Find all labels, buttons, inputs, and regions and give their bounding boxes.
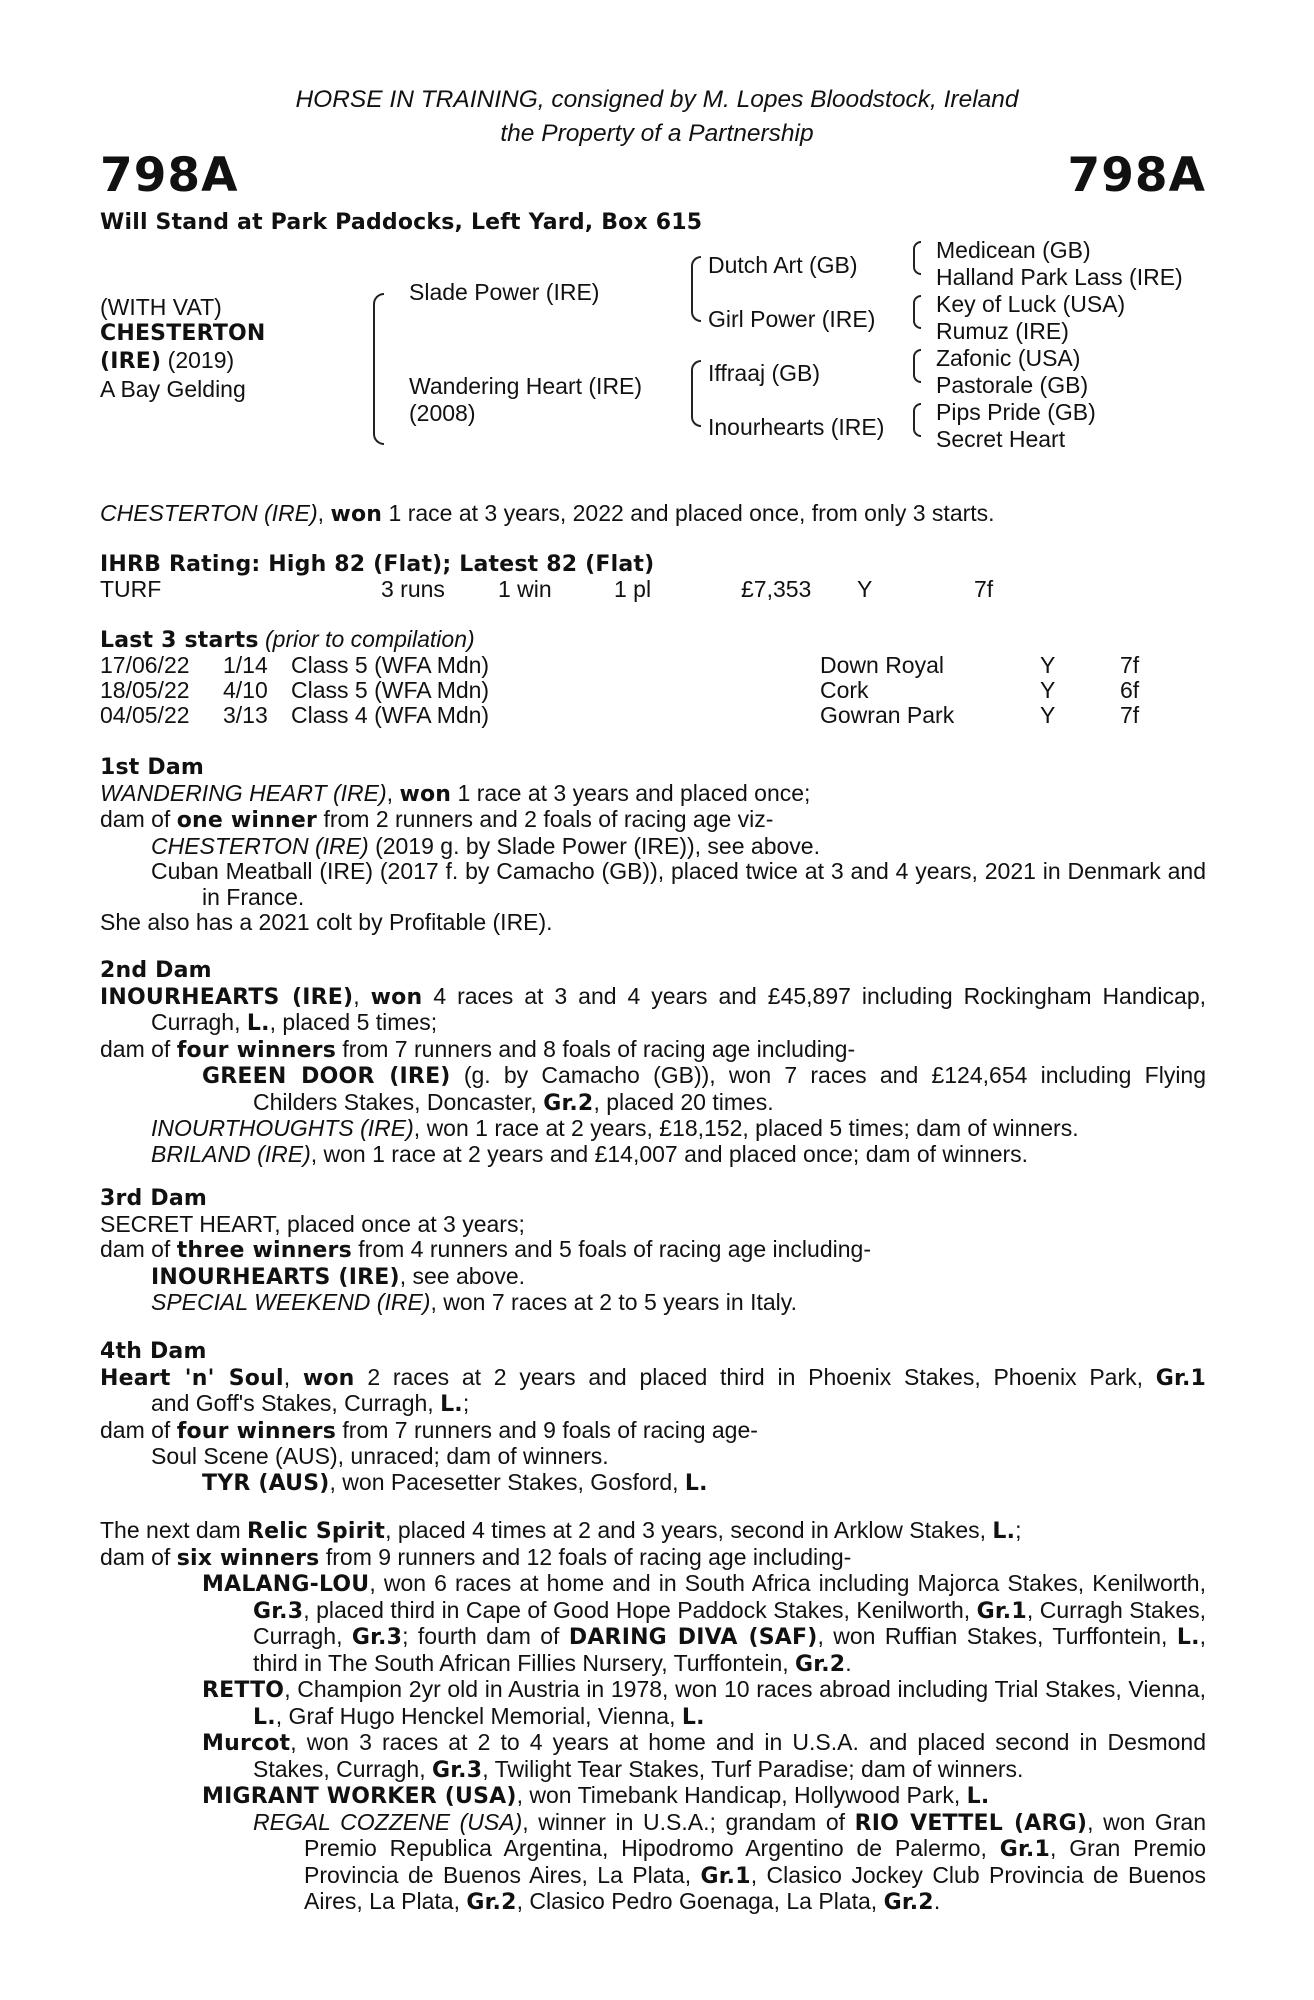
pedigree-g3-1: Medicean (GB) — [936, 237, 1091, 263]
second-dam-record-end: , placed 5 times; — [269, 1009, 438, 1035]
start-distance: 7f — [1120, 702, 1140, 728]
start-race: Class 4 (WFA Mdn) — [291, 702, 490, 728]
murcot-record-2: , Twilight Tear Stakes, Turf Paradise; dam of winners. — [482, 1755, 1024, 1782]
pedigree-sire: Slade Power (IRE) — [409, 279, 600, 305]
last-starts-note: (prior to compilation) — [265, 626, 475, 652]
pedigree-brace-gen1-top — [373, 293, 384, 373]
pedigree-g3-5: Zafonic (USA) — [936, 345, 1081, 371]
next-dam-record-end: ; — [1015, 1517, 1022, 1543]
produce-special-weekend-record: , won 7 races at 2 to 5 years in Italy. — [430, 1289, 797, 1315]
produce-rio-vettel: RIO VETTEL (ARG) — [854, 1810, 1088, 1836]
next-dam-intro: The next dam — [100, 1517, 241, 1543]
malang-lou-record-end: . — [845, 1649, 852, 1676]
first-dam-produce-rest: from 2 runners and 2 foals of racing age viz- — [323, 806, 774, 832]
murcot-record-1: , won 3 races at 2 to 4 years at home and in U.S.A. and placed second in Desmond Stakes, Curragh, — [253, 1729, 1206, 1782]
second-dam-heading: 2nd Dam — [100, 958, 212, 983]
start-distance: 6f — [1120, 677, 1140, 703]
second-dam-produce-rest: from 7 runners and 8 foals of racing age including- — [342, 1035, 856, 1062]
rating-distance: 7f — [974, 576, 994, 602]
produce-malang-lou: MALANG-LOU — [202, 1572, 370, 1597]
third-dam-record: SECRET HEART, placed once at 3 years; — [100, 1210, 525, 1237]
next-dam-record: , placed 4 times at 2 and 3 years, second in Arklow Stakes, — [385, 1517, 986, 1543]
lot-number-right: 798A — [1067, 148, 1206, 203]
start-position: 1/14 — [223, 652, 268, 678]
first-dam-record: 1 race at 3 years and placed once; — [457, 779, 811, 806]
pedigree-dam-dam: Inourhearts (IRE) — [708, 414, 885, 440]
rating-runs: 3 runs — [381, 576, 445, 602]
produce-regal-cozzene: REGAL COZZENE (USA) — [253, 1808, 523, 1835]
produce-green-door-end: , placed 20 times. — [593, 1088, 774, 1115]
vat-label: (WITH VAT) — [100, 294, 222, 320]
stand-location: Will Stand at Park Paddocks, Left Yard, Box 615 — [100, 210, 703, 235]
first-dam-won: won — [399, 781, 452, 807]
produce-inourthoughts-record: , won 1 race at 2 years, £18,152, placed 5 times; dam of winners. — [413, 1115, 1079, 1141]
retto-listed-1: L. — [253, 1704, 276, 1730]
start-course: Down Royal — [820, 652, 944, 678]
horse-country: (IRE) — [100, 349, 162, 374]
pedigree-g3-3: Key of Luck (USA) — [936, 291, 1126, 317]
first-dam-produce-intro: dam of — [100, 806, 171, 832]
summary-horse-name: CHESTERTON (IRE) — [100, 500, 318, 526]
pedigree-sire-sire: Dutch Art (GB) — [708, 252, 858, 278]
second-dam-record: 4 races at 3 and 4 years and £45,897 including Rockingham Handicap, Curragh, — [151, 982, 1207, 1035]
malang-lou-record-3: , Curragh Stakes, Curragh, — [253, 1596, 1206, 1649]
catalogue-header-line1: HORSE IN TRAINING, consigned by M. Lopes Bloodstock, Ireland — [295, 86, 1019, 113]
third-dam-produce-rest: from 4 runners and 5 foals of racing age including- — [358, 1236, 871, 1262]
fourth-dam-produce-rest: from 7 runners and 9 foals of racing age- — [342, 1416, 758, 1443]
malang-lou-grade-1: Gr.3 — [253, 1598, 304, 1624]
malang-lou-grade-4: Gr.2 — [795, 1651, 846, 1677]
second-dam-winners: four winners — [176, 1037, 337, 1063]
third-dam-produce-intro: dam of — [100, 1236, 171, 1262]
start-going: Y — [1040, 702, 1056, 728]
next-dam-listed: L. — [992, 1519, 1016, 1544]
next-dam-name: Relic Spirit — [247, 1519, 386, 1544]
produce-soul-scene: Soul Scene (AUS), unraced; dam of winners. — [151, 1443, 609, 1469]
produce-daring-diva: DARING DIVA (SAF) — [568, 1625, 818, 1650]
fourth-dam-winners: four winners — [176, 1418, 337, 1444]
next-dam-produce-intro: dam of — [100, 1543, 171, 1570]
pedigree-g3-8: Secret Heart — [936, 426, 1066, 452]
first-dam-note: She also has a 2021 colt by Profitable (IRE). — [100, 909, 553, 935]
second-dam-won: won — [370, 984, 423, 1010]
produce-green-door: GREEN DOOR (IRE) — [202, 1064, 451, 1089]
start-position: 3/13 — [223, 702, 268, 728]
malang-lou-record-2: , placed third in Cape of Good Hope Paddock Stakes, Kenilworth, — [303, 1596, 971, 1623]
retto-record-2: , Graf Hugo Henckel Memorial, Vienna, — [275, 1702, 676, 1729]
pedigree-brace-sire-bottom — [691, 287, 701, 322]
pedigree-dam-year: (2008) — [409, 400, 476, 426]
malang-lou-record-6: , third in The South African Fillies Nursery, Turffontein, — [253, 1623, 1207, 1676]
produce-details: (2019 g. by Slade Power (IRE)), see above. — [375, 832, 820, 859]
fourth-dam-record-cont: and Goff's Stakes, Curragh, — [151, 1390, 434, 1416]
fourth-dam-grade: Gr.1 — [1155, 1365, 1207, 1391]
produce-cuban-meatball: Cuban Meatball (IRE) (2017 f. by Camacho (GB)), placed twice at 3 and 4 years, 2021 in Denmark and in France. — [151, 858, 1206, 910]
pedigree-brace-sire-top — [691, 256, 701, 289]
start-position: 4/10 — [223, 677, 268, 703]
second-dam-produce-intro: dam of — [100, 1035, 171, 1062]
pedigree-brace-g3-3-bottom — [913, 364, 921, 383]
fourth-dam-won: won — [302, 1365, 355, 1391]
rio-vettel-grade-2: Gr.1 — [700, 1863, 751, 1889]
start-race: Class 5 (WFA Mdn) — [291, 677, 490, 703]
regal-cozzene-record-4: , Clasico Jockey Club Provincia de Buenos Aires, La Plata, — [304, 1861, 1207, 1914]
regal-cozzene-record-2: , won Gran Premio Republica Argentina, Hipodromo Argentino de Palermo, — [304, 1808, 1207, 1861]
start-date: 17/06/22 — [100, 652, 190, 678]
horse-description: A Bay Gelding — [100, 375, 246, 402]
rating-ground: Y — [857, 576, 873, 602]
second-dam-listed: L. — [246, 1011, 270, 1036]
produce-green-door-record: (g. by Camacho (GB)), won 7 races and £124,654 including Flying Childers Stakes, Doncaster, — [253, 1062, 1207, 1115]
malang-lou-record-5: , won Ruffian Stakes, Turffontein, — [817, 1623, 1168, 1649]
malang-lou-grade-3: Gr.3 — [351, 1625, 403, 1650]
horse-foal-year: (2019) — [167, 347, 235, 373]
produce-special-weekend: SPECIAL WEEKEND (IRE) — [151, 1289, 431, 1315]
produce-tyr-record: , won Pacesetter Stakes, Gosford, — [329, 1468, 679, 1495]
pedigree-g3-7: Pips Pride (GB) — [936, 399, 1096, 425]
produce-tyr: TYR (AUS) — [202, 1470, 330, 1496]
second-dam-name: INOURHEARTS (IRE) — [100, 984, 354, 1010]
rio-vettel-grade-4: Gr.2 — [883, 1890, 934, 1915]
migrant-worker-record: , won Timebank Handicap, Hollywood Park, — [516, 1782, 961, 1808]
first-dam-section: 1st Dam WANDERING HEART (IRE), won 1 race at 3 years and placed once; dam of one winner from 2 runners and 2 foals of racing age viz- CHESTERTON (IRE) (2019 g. by Slade Power (IRE)), see above. Cuban Meatball (IRE) (2017 f. by Camacho (GB)), placed twice at 3 and 4 years, 2021 in Denmark and in France. She also has a 2021 colt by Profitable (IRE). — [100, 755, 1206, 935]
start-course: Cork — [820, 677, 869, 703]
first-dam-winners: one winner — [176, 808, 318, 833]
last-starts-heading — [100, 627, 475, 654]
race-summary: CHESTERTON (IRE), won 1 race at 3 years, 2022 and placed once, from only 3 starts. — [100, 500, 995, 527]
first-dam-name: WANDERING HEART (IRE) — [100, 779, 387, 806]
fourth-dam-record-end: ; — [462, 1390, 470, 1416]
horse-identity — [100, 294, 266, 402]
rating-placed: 1 pl — [614, 576, 652, 602]
retto-record-1: , Champion 2yr old in Austria in 1978, won 10 races abroad including Trial Stakes, Vienna, — [284, 1676, 1206, 1702]
produce-murcot: Murcot — [202, 1731, 291, 1756]
produce-migrant-worker: MIGRANT WORKER (USA) — [202, 1784, 517, 1809]
regal-cozzene-record-end: . — [933, 1888, 941, 1914]
ihrb-rating-heading: IHRB Rating: High 82 (Flat); Latest 82 (Flat) — [100, 552, 655, 577]
first-dam-heading: 1st Dam — [100, 755, 205, 780]
fourth-dam-section: 4th Dam Heart 'n' Soul, won 2 races at 2 years and placed third in Phoenix Stakes, Phoenix Park, Gr.1 and Goff's Stakes, Curragh, L.; dam of four winners from 7 runners and 9 foals of racing age- Soul Scene (AUS), unraced; dam of winners. TYR (AUS), won Pacesetter Stakes, Gosford, L. — [100, 1339, 1207, 1496]
malang-lou-listed: L. — [1176, 1625, 1200, 1650]
regal-cozzene-record-1: , winner in U.S.A.; grandam of — [522, 1808, 846, 1835]
next-dam-section — [100, 1518, 1206, 1916]
produce-green-door-grade: Gr.2 — [543, 1090, 594, 1116]
fourth-dam-name: Heart 'n' Soul — [100, 1365, 284, 1391]
produce-retto: RETTO — [202, 1678, 285, 1703]
pedigree-brace-dam-top — [691, 360, 701, 393]
pedigree-dam: Wandering Heart (IRE) — [409, 373, 643, 399]
summary-text: 1 race at 3 years, 2022 and placed once, from only 3 starts. — [388, 500, 995, 526]
pedigree-g3-4: Rumuz (IRE) — [936, 318, 1069, 344]
lot-number-left: 798A — [100, 148, 239, 203]
produce-tyr-listed: L. — [684, 1470, 708, 1496]
start-distance: 7f — [1120, 652, 1140, 678]
last-starts-title: Last 3 starts — [100, 628, 259, 653]
pedigree-sire-dam: Girl Power (IRE) — [708, 306, 876, 332]
fourth-dam-produce-intro: dam of — [100, 1416, 171, 1443]
start-race: Class 5 (WFA Mdn) — [291, 652, 490, 678]
pedigree-brace-gen1-bottom — [373, 371, 384, 445]
pedigree-brace-g3-2-bottom — [913, 310, 921, 329]
produce-inourhearts-note: , see above. — [399, 1262, 526, 1289]
migrant-worker-listed: L. — [966, 1784, 990, 1809]
produce-briland-record: , won 1 race at 2 years and £14,007 and placed once; dam of winners. — [310, 1140, 1029, 1167]
start-course: Gowran Park — [820, 702, 955, 728]
start-date: 18/05/22 — [100, 677, 190, 703]
start-going: Y — [1040, 652, 1056, 678]
fourth-dam-record: 2 races at 2 years and placed third in Phoenix Stakes, Phoenix Park, — [367, 1363, 1144, 1390]
produce-name: CHESTERTON (IRE) — [151, 832, 369, 859]
malang-lou-record-1: , won 6 races at home and in South Africa including Majorca Stakes, Kenilworth, — [369, 1570, 1206, 1596]
second-dam-section: 2nd Dam INOURHEARTS (IRE), won 4 races at 3 and 4 years and £45,897 including Rockingham Handicap, Curragh, L., placed 5 times; dam of four winners from 7 runners and 8 foals of racing age including- GREEN DOOR (IRE) (g. by Camacho (GB)), won 7 races and £124,654 including Flying Childers Stakes, Doncaster, Gr.2, placed 20 times. INOURTHOUGHTS (IRE), won 1 race at 2 years, £18,152, placed 5 times; dam of winners. BRILAND (IRE), won 1 race at 2 years and £14,007 and placed once; dam of winners. — [100, 958, 1207, 1167]
third-dam-section — [100, 1186, 1206, 1316]
start-date: 04/05/22 — [100, 702, 190, 728]
summary-won: won — [330, 502, 383, 527]
third-dam-heading: 3rd Dam — [100, 1186, 207, 1211]
pedigree-g3-2: Halland Park Lass (IRE) — [936, 264, 1183, 290]
malang-lou-record-4: ; fourth dam of — [402, 1623, 560, 1649]
regal-cozzene-record-5: , Clasico Pedro Goenaga, La Plata, — [516, 1888, 878, 1914]
rio-vettel-grade-3: Gr.2 — [466, 1890, 517, 1915]
next-dam-winners: six winners — [176, 1545, 320, 1571]
rating-wins: 1 win — [498, 576, 552, 602]
rio-vettel-grade-1: Gr.1 — [999, 1837, 1050, 1862]
rating-surface: TURF — [100, 576, 162, 602]
pedigree-brace-g3-4-bottom — [913, 418, 921, 437]
retto-listed-2: L. — [681, 1704, 705, 1730]
murcot-grade: Gr.3 — [431, 1757, 483, 1783]
next-dam-produce-rest: from 9 runners and 12 foals of racing age including- — [325, 1543, 852, 1570]
produce-inourhearts: INOURHEARTS (IRE) — [151, 1264, 400, 1290]
start-going: Y — [1040, 677, 1056, 703]
catalogue-header-line2: the Property of a Partnership — [500, 120, 814, 147]
third-dam-winners: three winners — [176, 1238, 352, 1263]
produce-inourthoughts: INOURTHOUGHTS (IRE) — [151, 1115, 414, 1141]
pedigree-brace-dam-bottom — [691, 391, 701, 427]
malang-lou-grade-2: Gr.1 — [976, 1598, 1027, 1624]
fourth-dam-listed: L. — [440, 1392, 463, 1417]
regal-cozzene-record-3: , Gran Premio Provincia de Buenos Aires, La Plata, — [304, 1835, 1207, 1888]
rating-earnings: £7,353 — [741, 576, 812, 602]
pedigree-brace-g3-1-bottom — [913, 256, 921, 275]
produce-briland: BRILAND (IRE) — [151, 1140, 311, 1167]
pedigree-g3-6: Pastorale (GB) — [936, 372, 1089, 398]
horse-name: CHESTERTON — [100, 320, 266, 346]
pedigree-dam-sire: Iffraaj (GB) — [708, 360, 821, 386]
fourth-dam-heading: 4th Dam — [100, 1339, 207, 1364]
